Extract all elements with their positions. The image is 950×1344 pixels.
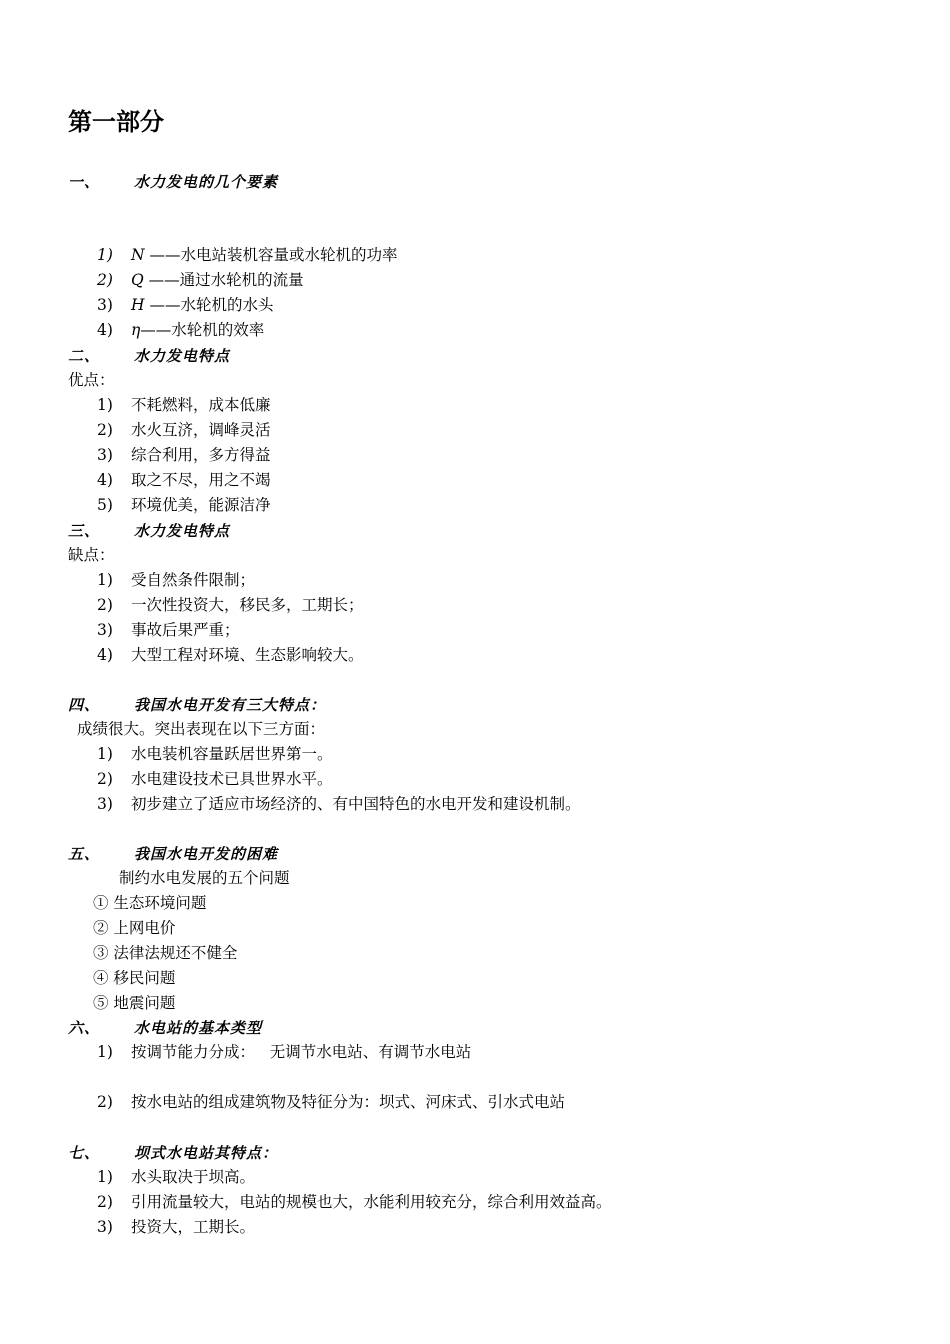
section-label: 缺点： [68,546,115,564]
section-2-heading [68,345,230,366]
symbol: N [131,246,145,264]
section-number: 六、 [68,1019,101,1037]
list-item: 3) 投资大，工期长。 [97,1218,256,1236]
section-intro: 成绩很大。突出表现在以下三方面： [77,720,326,738]
section-1-heading [68,171,278,192]
section-intro: 制约水电发展的五个问题 [119,869,290,887]
list-item: 3) 初步建立了适应市场经济的、有中国特色的水电开发和建设机制。 [97,795,581,813]
section-title: 我国水电开发的困难 [134,845,279,863]
list-item: 1) 水电装机容量跃居世界第一。 [97,745,333,763]
list-item: 1) 按调节能力分成： 无调节水电站、有调节水电站 [97,1043,472,1061]
section-3-heading [68,520,230,541]
list-item: 5) 环境优美，能源洁净 [97,496,271,514]
list-item: ⑤ 地震问题 [93,994,176,1012]
symbol: Q [131,271,144,289]
symbol: H [131,296,145,314]
list-item: ① 生态环境问题 [93,894,207,912]
list-item: 3) H ——水轮机的水头 [97,296,274,314]
list-item: 4) 取之不尽，用之不竭 [97,471,271,489]
section-number: 五、 [68,845,101,863]
list-item: 1) 受自然条件限制； [97,571,256,589]
section-title: 水力发电的几个要素 [134,173,279,191]
section-title: 水电站的基本类型 [134,1019,263,1037]
list-item: 2) 一次性投资大，移民多，工期长； [97,596,364,614]
page-title: 第一部分 [68,108,164,136]
list-item: 1) N ——水电站装机容量或水轮机的功率 [97,246,398,264]
list-item: 2) Q ——通过水轮机的流量 [97,271,304,289]
section-number: 一、 [68,173,101,191]
section-number: 二、 [68,347,101,365]
list-item: 2) 水火互济，调峰灵活 [97,421,271,439]
section-title: 坝式水电站其特点： [134,1144,279,1162]
section-title: 水力发电特点 [134,522,231,540]
section-number: 七、 [68,1144,101,1162]
section-7-heading [68,1142,278,1163]
section-5-heading [68,843,278,864]
list-item: 3) 事故后果严重； [97,621,240,639]
section-label: 优点： [68,371,115,389]
list-item: 2) 引用流量较大，电站的规模也大，水能利用较充分，综合利用效益高。 [97,1193,612,1211]
section-6-heading [68,1017,262,1038]
section-4-heading [68,694,326,715]
list-item: 4) 大型工程对环境、生态影响较大。 [97,646,364,664]
symbol: η [131,321,141,339]
list-item: ② 上网电价 [93,919,176,937]
list-item: 1) 不耗燃料，成本低廉 [97,396,271,414]
list-item: 2) 按水电站的组成建筑物及特征分为：坝式、河床式、引水式电站 [97,1093,566,1111]
list-item: 3) 综合利用，多方得益 [97,446,271,464]
list-item: ④ 移民问题 [93,969,176,987]
section-number: 四、 [68,696,101,714]
list-item: 2) 水电建设技术已具世界水平。 [97,770,333,788]
section-title: 水力发电特点 [134,347,231,365]
list-item: 4) η——水轮机的效率 [97,321,265,339]
section-title: 我国水电开发有三大特点： [134,696,327,714]
list-item: ③ 法律法规还不健全 [93,944,238,962]
section-number: 三、 [68,522,101,540]
list-item: 1) 水头取决于坝高。 [97,1168,256,1186]
